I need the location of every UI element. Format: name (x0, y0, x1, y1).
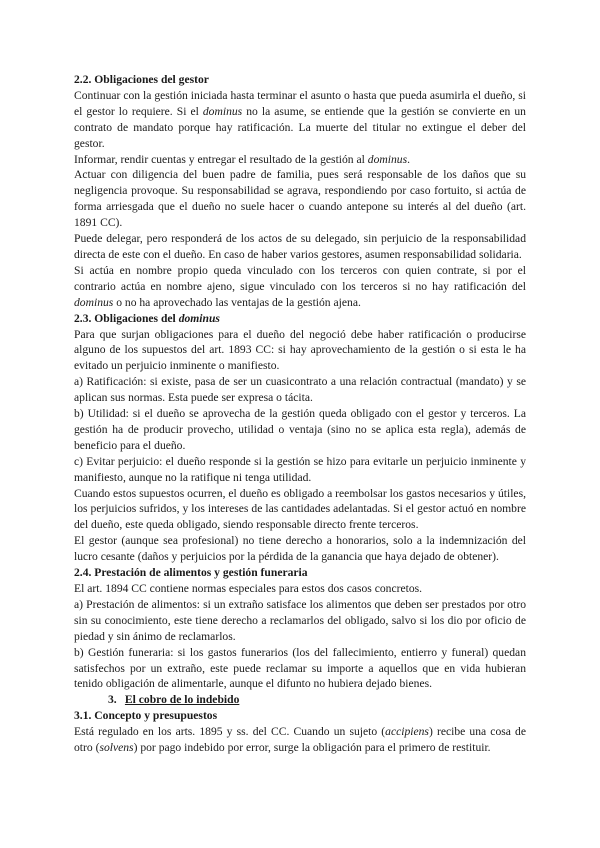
paragraph-reembolso: Cuando estos supuestos ocurren, el dueño es obligado a reembolsar los gastos necesarios y útiles, los perjuicios sufridos, y los intereses de las cantidades adelantadas. Si el gestor actuó en nombre del dueño, este queda obligado, siendo responsable directo frente terceros. (74, 486, 526, 532)
paragraph-gestor-continuar: Continuar con la gestión iniciada hasta terminar el asunto o hasta que pueda asumirla el dueño, si el gestor lo requiere. Si el dominus no la asume, se entiende que la gestión se convierte en un contrato de mandato porque hay ratificación. La muerte del titular no extingue el deber del gestor. (74, 88, 526, 150)
paragraph-ratificacion: a) Ratificación: si existe, pasa de ser un cuasicontrato a una relación contractual (mandato) y se aplican sus normas. Esta puede ser expresa o tácita. (74, 375, 526, 405)
paragraph-gestor-delegar: Puede delegar, pero responderá de los actos de su delegado, sin perjuicio de la responsabilidad directa de este con el dueño. En caso de haber varios gestores, asumen responsabilidad solidaria. (74, 232, 526, 261)
document-page (74, 72, 526, 756)
paragraph-art-1894: El art. 1894 CC contiene normas especiales para estos dos casos concretos. (74, 582, 423, 595)
section-number: 3. (108, 693, 117, 707)
paragraph-honorarios: El gestor (aunque sea profesional) no tiene derecho a honorarios, solo a la indemnización del lucro cesante (daños y perjuicios por la pérdida de la ganancia que haya dejado de obtener). (74, 534, 526, 564)
heading-2-3: 2.3. Obligaciones del dominus (74, 311, 220, 325)
paragraph-dominus-intro: Para que surjan obligaciones para el dueño del negoció debe haber ratificación o producirse alguno de los supuestos del art. 1893 CC: si hay aprovechamiento de la gestión o si esta le ha evitado un perjuicio inminente o manifiesto. (74, 327, 526, 373)
paragraph-funeraria: b) Gestión funeraria: si los gastos funerarios (los del fallecimiento, entierro y funeral) quedan satisfechos por un extraño, este puede reclamar su importe a aquellos que en vida hubieran tenido obligación de alimentarle, aunque el difunto no hubiera dejado bienes. (74, 645, 526, 691)
heading-2-2: 2.2. Obligaciones del gestor (74, 73, 209, 86)
paragraph-utilidad: b) Utilidad: si el dueño se aprovecha de la gestión queda obligado con el gestor y terceros. La gestión ha de producir provecho, utilidad o ventaja (sino no se aplica esta regla), además de beneficio para el dueño. (74, 407, 526, 452)
section-title: El cobro de lo indebido (124, 693, 240, 707)
heading-3-1: 3.1. Concepto y presupuestos (74, 709, 218, 723)
paragraph-gestor-diligencia: Actuar con diligencia del buen padre de familia, pues será responsable de los daños que su negligencia provoque. Su responsabilidad se agrava, respondiendo por caso fortuito, si actúa de forma arriesgada que el dueño no suele hacer o cuando antepone su interés al del dueño (art. 1891 CC). (74, 168, 526, 230)
heading-3 (74, 692, 526, 708)
paragraph-gestor-nombre-propio: Si actúa en nombre propio queda vinculado con los terceros con quien contrate, si por el contrario actúa en nombre ajeno, sigue vinculado con los terceros si no hay ratificación del dominus o no ha aprovechado las ventajas de la gestión ajena. (74, 263, 526, 309)
paragraph-gestor-informar: Informar, rendir cuentas y entregar el resultado de la gestión al dominus. (74, 152, 410, 166)
paragraph-cobro-indebido: Está regulado en los arts. 1895 y ss. del CC. Cuando un sujeto (accipiens) recibe una cosa de otro (solvens) por pago indebido por error, surge la obligación para el primero de restituir. (74, 725, 526, 755)
heading-2-4: 2.4. Prestación de alimentos y gestión funeraria (74, 566, 308, 580)
paragraph-evitar-perjuicio: c) Evitar perjuicio: el dueño responde si la gestión se hizo para evitarle un perjuicio inminente y manifiesto, aunque no la ratifique ni tenga utilidad. (74, 454, 526, 484)
paragraph-alimentos: a) Prestación de alimentos: si un extraño satisface los alimentos que deben ser prestados por otro sin su conocimiento, este tiene derecho a reclamarlos del obligado, salvo si los dio por oficio de piedad y sin ánimo de reclamarlos. (74, 597, 526, 643)
